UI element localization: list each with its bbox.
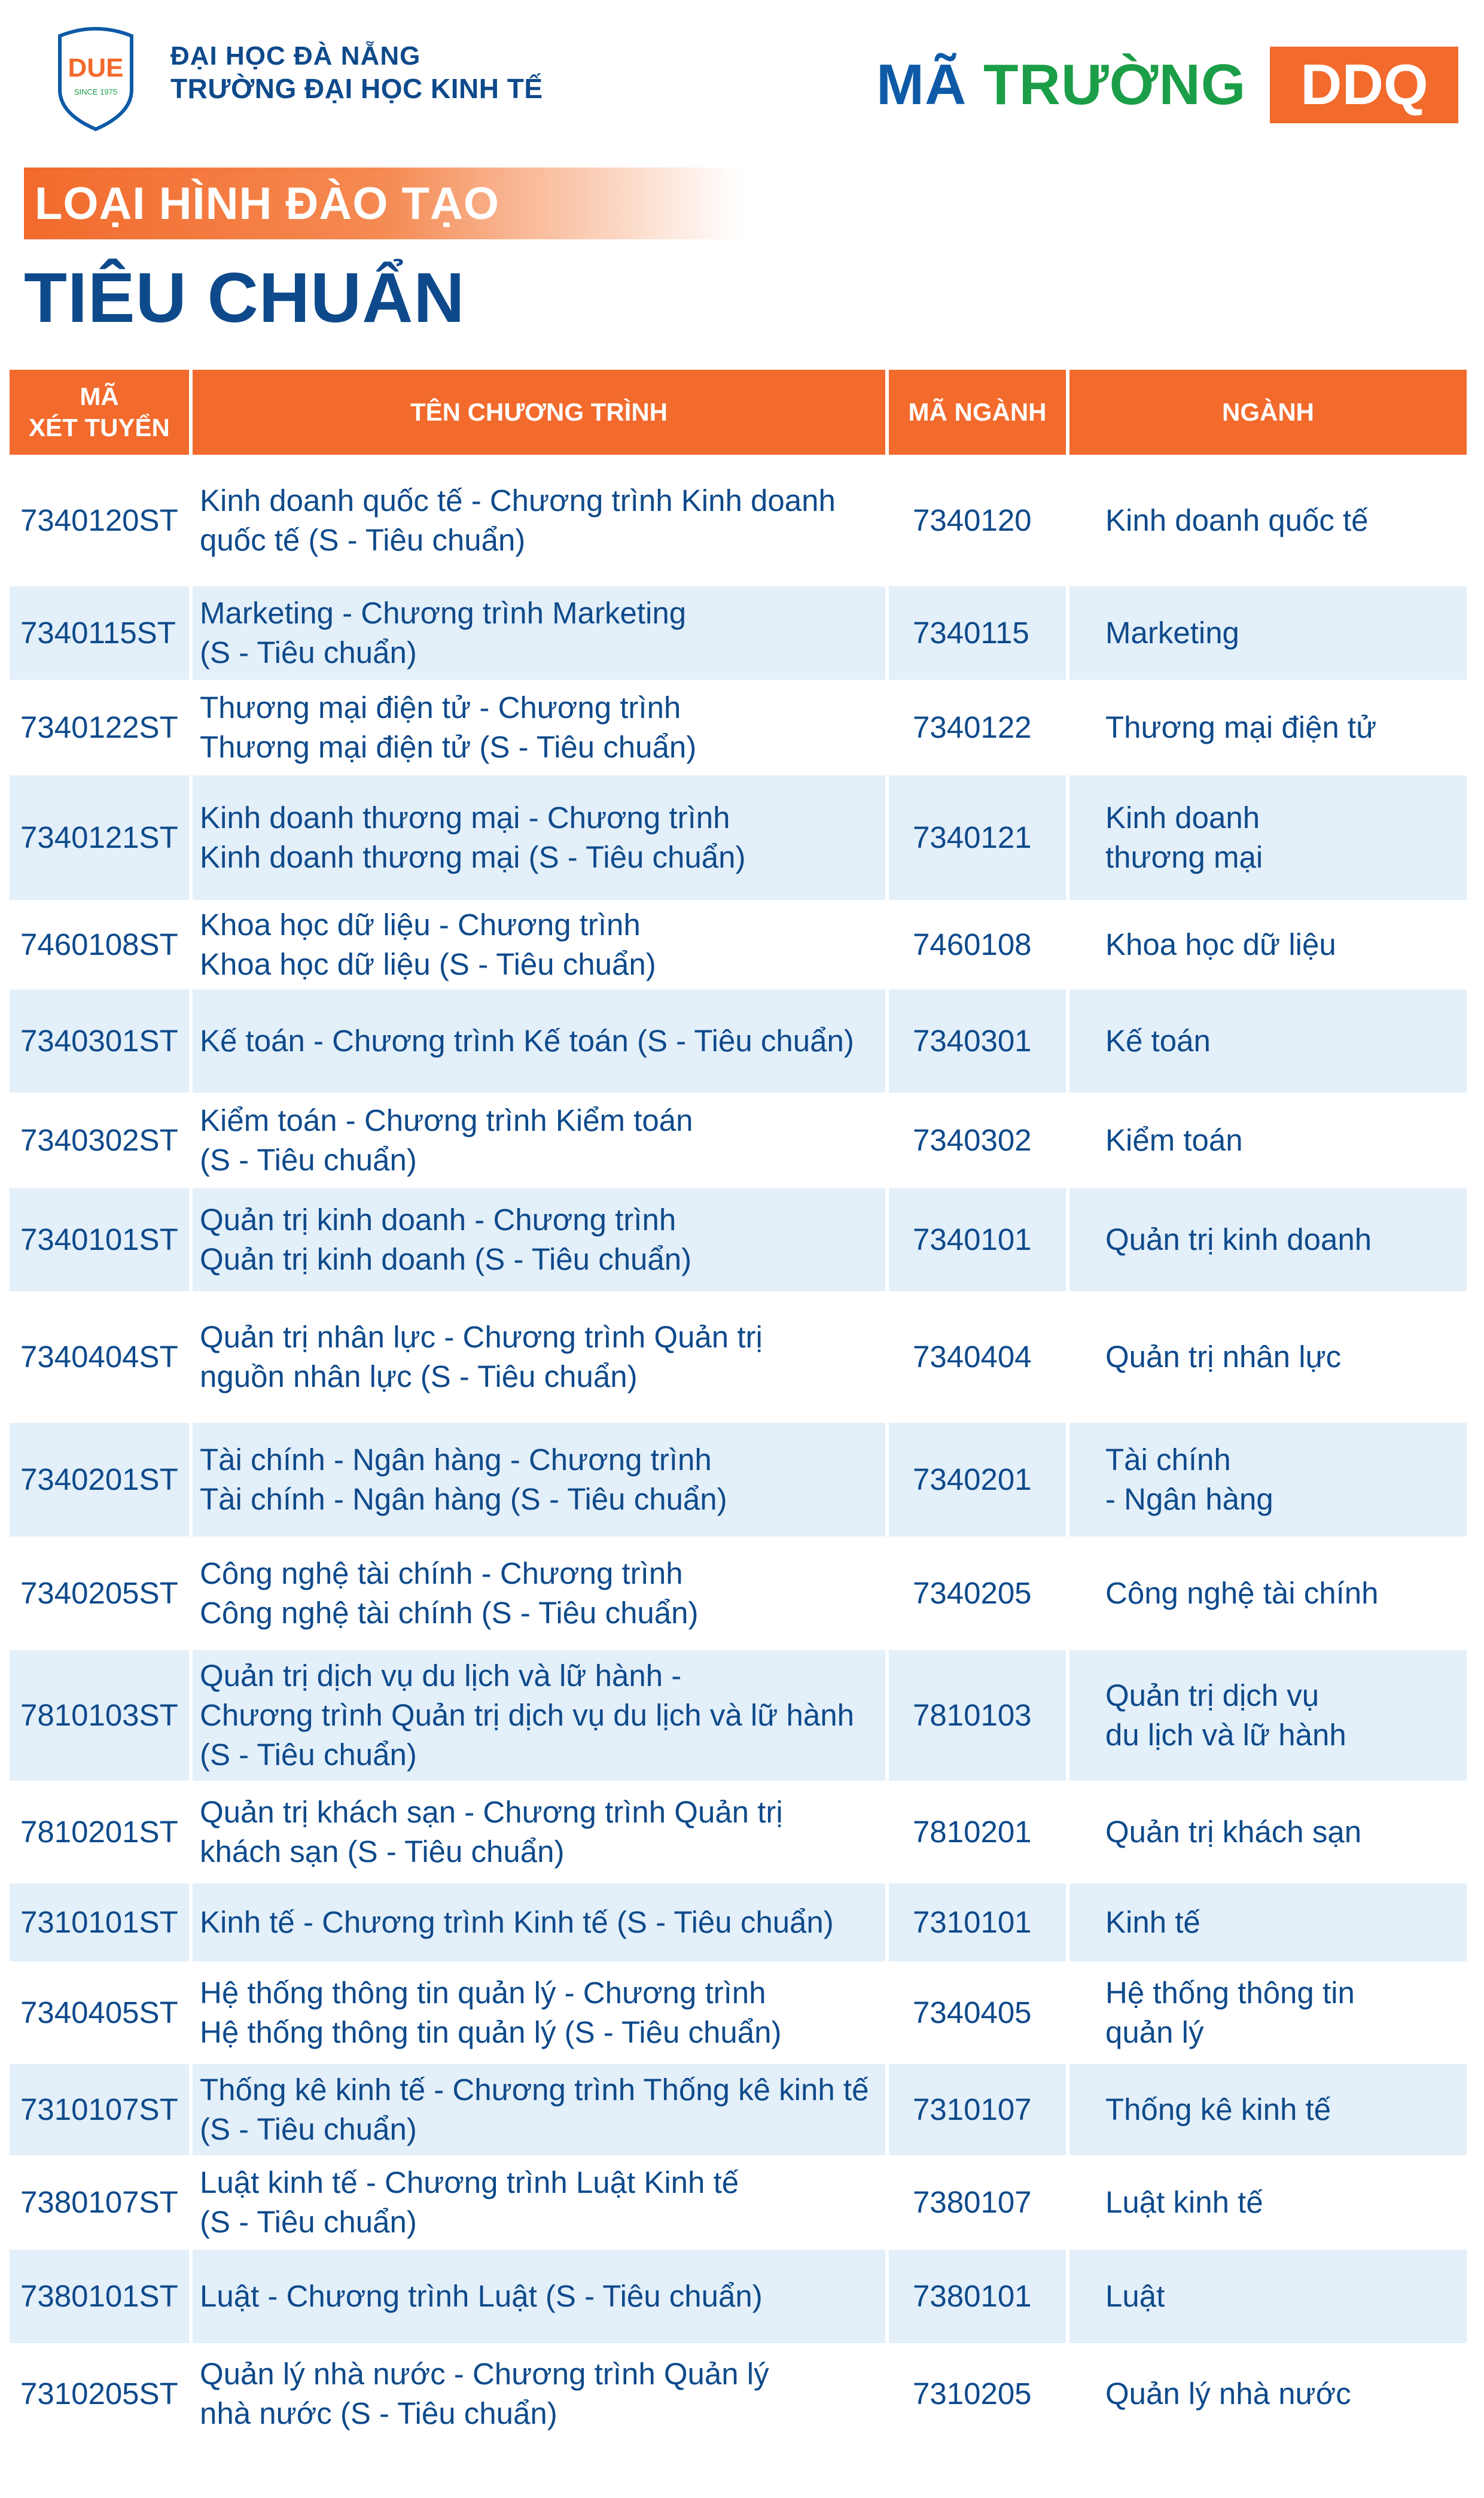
table-row: [10, 990, 1467, 1093]
page-header: [0, 0, 1484, 168]
program-name: Tài chính - Ngân hàng - Chương trình Tài chính - Ngân hàng (S - Tiêu chuẩn): [193, 1423, 885, 1536]
admission-code: 7340302ST: [20, 1122, 178, 1157]
program-table: [6, 370, 1470, 2445]
table-row: [10, 2343, 1467, 2445]
major-code: 7340302: [913, 1122, 1032, 1157]
major-name: Luật kinh tế: [1105, 2184, 1263, 2219]
major-code: 7340122: [913, 710, 1032, 744]
logo-text: DUE: [68, 53, 124, 83]
major-code: 7310101: [889, 1884, 1066, 1961]
program-name: Hệ thống thông tin quản lý - Chương trình Hệ thống thông tin quản lý (S - Tiêu chuẩn): [200, 1975, 782, 2049]
program-name: Kinh tế - Chương trình Kinh tế (S - Tiêu chuẩn): [193, 1884, 885, 1961]
training-type-banner: [24, 168, 742, 239]
major-name: Luật: [1069, 2250, 1467, 2343]
admission-code: 7810201ST: [20, 1814, 178, 1849]
major-name: Hệ thống thông tin quản lý: [1105, 1975, 1355, 2049]
program-name: Luật kinh tế - Chương trình Luật Kinh tế (S - Tiêu chuẩn): [200, 2165, 739, 2239]
major-code: 7340101: [889, 1188, 1066, 1291]
program-name: Kế toán - Chương trình Kế toán (S - Tiêu chuẩn): [193, 990, 885, 1093]
major-name: Kế toán: [1069, 990, 1467, 1093]
admission-code: 7310107ST: [10, 2064, 189, 2155]
admission-code: 7340122ST: [20, 710, 178, 744]
major-name: Kinh doanh quốc tế: [1105, 503, 1369, 537]
table-row: [10, 775, 1467, 900]
major-name: Kinh tế: [1069, 1884, 1467, 1961]
admission-code: 7340101ST: [10, 1188, 189, 1291]
header-ma-nganh: MÃ NGÀNH: [889, 370, 1066, 455]
admission-code: 7340201ST: [10, 1423, 189, 1536]
table-row: [10, 1291, 1467, 1423]
table-row: [10, 1650, 1467, 1781]
major-code: 7340120: [913, 503, 1032, 537]
school-code-badge: DDQ: [1270, 47, 1458, 123]
program-name: Quản trị khách sạn - Chương trình Quản trị khách sạn (S - Tiêu chuẩn): [200, 1794, 783, 1869]
program-name: Khoa học dữ liệu - Chương trình Khoa học dữ liệu (S - Tiêu chuẩn): [200, 907, 656, 981]
major-name: Quản lý nhà nước: [1105, 2376, 1351, 2411]
header-ten-chuong-trinh: TÊN CHƯƠNG TRÌNH: [193, 370, 885, 455]
program-name: Kinh doanh thương mại - Chương trình Kinh doanh thương mại (S - Tiêu chuẩn): [193, 775, 885, 900]
admission-code: 7340120ST: [20, 503, 178, 537]
admission-code: 7310101ST: [10, 1884, 189, 1961]
page-subtitle: TIÊU CHUẨN: [24, 258, 465, 337]
major-code: 7340301: [889, 990, 1066, 1093]
banner-title: LOẠI HÌNH ĐÀO TẠO: [35, 178, 499, 229]
school-code-label-a: MÃ: [876, 53, 983, 117]
due-logo: [54, 24, 138, 132]
logo-since: SINCE 1975: [74, 87, 118, 96]
major-code: 7310107: [889, 2064, 1066, 2155]
program-name: Thống kê kinh tế - Chương trình Thống kê kinh tế (S - Tiêu chuẩn): [193, 2064, 885, 2155]
major-code: 7340201: [889, 1423, 1066, 1536]
major-name: Kinh doanh thương mại: [1069, 775, 1467, 900]
admission-code: 7310205ST: [20, 2376, 178, 2411]
major-code: 7340405: [913, 1995, 1032, 2030]
major-code: 7810201: [913, 1814, 1032, 1849]
major-code: 7380101: [889, 2250, 1066, 2343]
table-row: [10, 1781, 1467, 1884]
school-code-label-b: TRƯỜNG: [983, 53, 1247, 117]
university-line1: ĐẠI HỌC ĐÀ NẴNG: [170, 41, 421, 71]
program-name: Quản trị kinh doanh - Chương trình Quản trị kinh doanh (S - Tiêu chuẩn): [193, 1188, 885, 1291]
program-name: Thương mại điện tử - Chương trình Thương mại điện tử (S - Tiêu chuẩn): [200, 690, 697, 764]
admission-code: 7340405ST: [20, 1995, 178, 2030]
admission-code: 7380101ST: [10, 2250, 189, 2343]
major-name: Kiểm toán: [1105, 1122, 1243, 1157]
admission-code: 7460108ST: [20, 927, 178, 962]
program-name: Kiểm toán - Chương trình Kiểm toán (S - Tiêu chuẩn): [200, 1103, 693, 1177]
table-header-row: [10, 370, 1467, 455]
table-row: [10, 1536, 1467, 1650]
table-row: [10, 455, 1467, 586]
major-code: 7380107: [913, 2184, 1032, 2219]
major-name: Quản trị khách sạn: [1105, 1814, 1362, 1849]
major-name: Marketing: [1069, 586, 1467, 680]
major-name: Khoa học dữ liệu: [1105, 927, 1336, 962]
admission-code: 7340301ST: [10, 990, 189, 1093]
major-name: Thương mại điện tử: [1105, 710, 1377, 744]
major-name: Thống kê kinh tế: [1069, 2064, 1467, 2155]
major-code: 7310205: [913, 2376, 1032, 2411]
table-row: [10, 1423, 1467, 1536]
admission-code: 7810103ST: [10, 1650, 189, 1781]
major-name: Công nghệ tài chính: [1105, 1575, 1379, 1610]
school-code-block: [876, 47, 1458, 123]
major-code: 7460108: [913, 927, 1032, 962]
admission-code: 7340115ST: [10, 586, 189, 680]
table-row: [10, 2155, 1467, 2250]
table-row: [10, 1961, 1467, 2064]
table-row: [10, 2064, 1467, 2155]
program-name: Quản trị nhân lực - Chương trình Quản trị nguồn nhân lực (S - Tiêu chuẩn): [200, 1319, 763, 1393]
program-name: Quản lý nhà nước - Chương trình Quản lý nhà nước (S - Tiêu chuẩn): [200, 2356, 769, 2430]
major-code: 7340404: [913, 1339, 1032, 1374]
admission-code: 7380107ST: [20, 2184, 178, 2219]
program-name: Marketing - Chương trình Marketing (S - Tiêu chuẩn): [193, 586, 885, 680]
major-name: Tài chính - Ngân hàng: [1069, 1423, 1467, 1536]
program-name: Kinh doanh quốc tế - Chương trình Kinh doanh quốc tế (S - Tiêu chuẩn): [200, 483, 836, 557]
table-body: [10, 455, 1467, 2445]
major-code: 7340205: [913, 1575, 1032, 1610]
major-code: 7340115: [889, 586, 1066, 680]
major-code: 7340121: [889, 775, 1066, 900]
table-row: [10, 2250, 1467, 2343]
school-code-label: [876, 52, 1246, 118]
program-name: Luật - Chương trình Luật (S - Tiêu chuẩn): [193, 2250, 885, 2343]
admission-code: 7340404ST: [20, 1339, 178, 1374]
table-row: [10, 1884, 1467, 1961]
university-line2: TRƯỜNG ĐẠI HỌC KINH TẾ: [170, 72, 543, 104]
program-name: Quản trị dịch vụ du lịch và lữ hành - Chương trình Quản trị dịch vụ du lịch và lữ hành (S - Tiêu chuẩn): [193, 1650, 885, 1781]
table-row: [10, 1188, 1467, 1291]
program-name: Công nghệ tài chính - Chương trình Công nghệ tài chính (S - Tiêu chuẩn): [200, 1556, 699, 1630]
admission-code: 7340121ST: [10, 775, 189, 900]
table-row: [10, 586, 1467, 680]
table-row: [10, 900, 1467, 990]
major-name: Quản trị nhân lực: [1105, 1339, 1342, 1374]
university-name: [170, 41, 543, 105]
header-nganh: NGÀNH: [1069, 370, 1467, 455]
table-row: [10, 1093, 1467, 1188]
table-row: [10, 680, 1467, 775]
admission-code: 7340205ST: [20, 1575, 178, 1610]
major-name: Quản trị kinh doanh: [1069, 1188, 1467, 1291]
major-code: 7810103: [889, 1650, 1066, 1781]
header-ma-xet-tuyen: MÃ XÉT TUYỂN: [10, 370, 189, 455]
major-name: Quản trị dịch vụ du lịch và lữ hành: [1069, 1650, 1467, 1781]
